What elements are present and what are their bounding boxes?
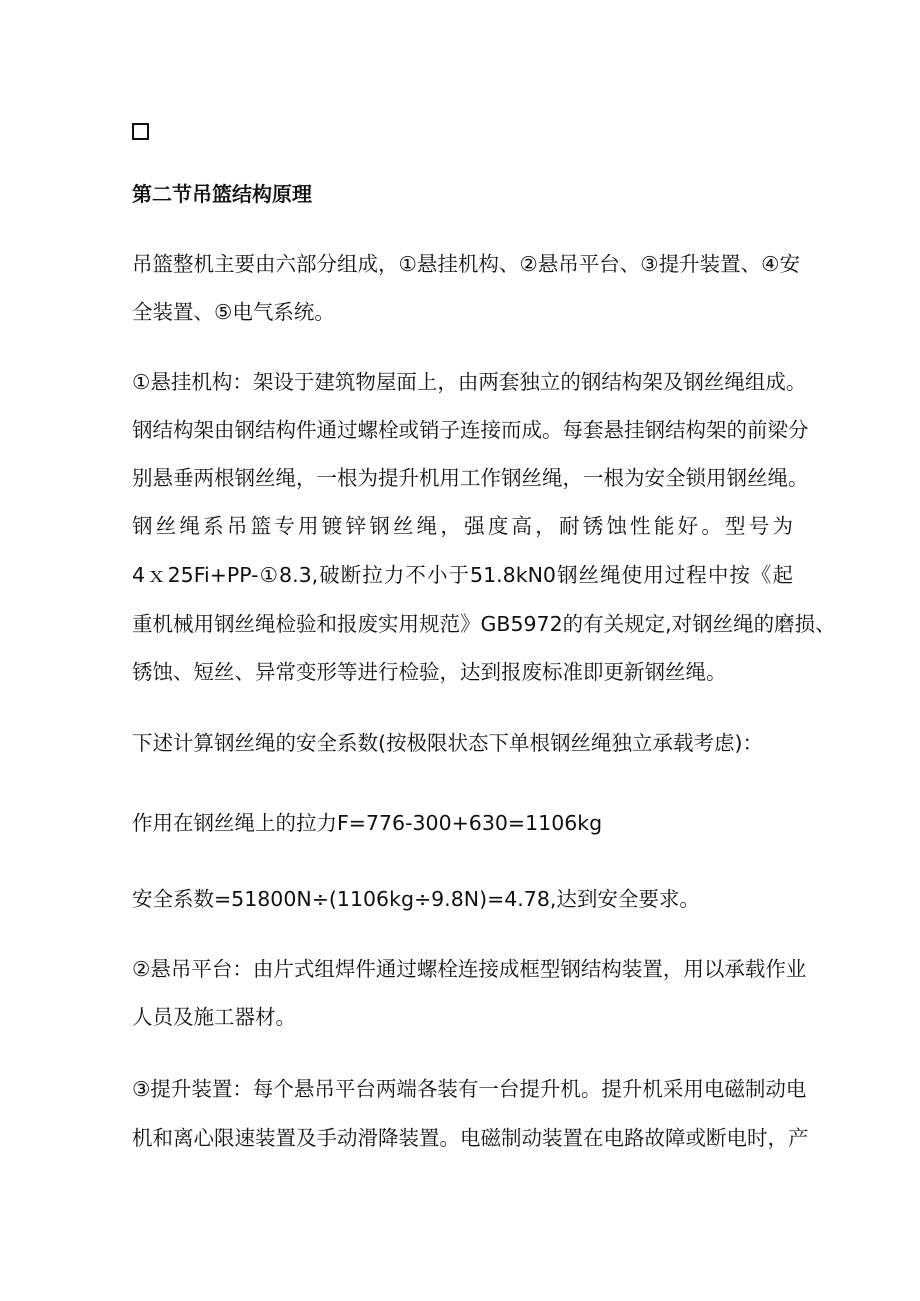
text-line-5: 别悬垂两根钢丝绳，一根为提升机用工作钢丝绳，一根为安全锁用钢丝绳。: [132, 466, 809, 490]
text-line-8: 重机械用钢丝绳检验和报废实用规范》GB5972的有关规定,对钢丝绳的磨损、: [132, 612, 836, 636]
text-line-16: 机和离心限速装置及手动滑降装置。电磁制动装置在电路故障或断电时，产: [132, 1126, 809, 1150]
section-title: 第二节吊篮结构原理: [132, 182, 312, 206]
text-line-9: 锈蚀、短丝、异常变形等进行检验，达到报废标准即更新钢丝绳。: [132, 660, 727, 684]
text-line-14: 人员及施工器材。: [132, 1005, 296, 1029]
text-line-2: 全装置、⑤电气系统。: [132, 300, 335, 324]
text-line-4: 钢结构架由钢结构件通过螺栓或销子连接而成。每套悬挂钢结构架的前梁分: [132, 418, 809, 442]
text-line-12: 安全系数=51800N÷(1106kg÷9.8N)=4.78,达到安全要求。: [132, 887, 700, 911]
text-line-6: 钢丝绳系吊篮专用镀锌钢丝绳，强度高，耐锈蚀性能好。型号为: [132, 514, 793, 538]
text-line-1: 吊篮整机主要由六部分组成，①悬挂机构、②悬吊平台、③提升装置、④安: [132, 252, 801, 276]
text-line-3: ①悬挂机构：架设于建筑物屋面上，由两套独立的钢结构架及钢丝绳组成。: [132, 370, 807, 394]
text-line-13: ②悬吊平台：由片式组焊件通过螺栓连接成框型钢结构装置，用以承载作业: [132, 957, 807, 981]
text-line-7: 4ｘ25Fi+PP-①8.3,破断拉力不小于51.8kN0钢丝绳使用过程中按《起: [132, 563, 793, 587]
text-line-15: ③提升装置：每个悬吊平台两端各装有一台提升机。提升机采用电磁制动电: [132, 1077, 807, 1101]
text-line-10: 下述计算钢丝绳的安全系数(按极限状态下单根钢丝绳独立承载考虑)：: [132, 731, 763, 755]
checkbox-icon: [132, 123, 149, 140]
text-line-11: 作用在钢丝绳上的拉力F=776-300+630=1106kg: [132, 811, 603, 835]
